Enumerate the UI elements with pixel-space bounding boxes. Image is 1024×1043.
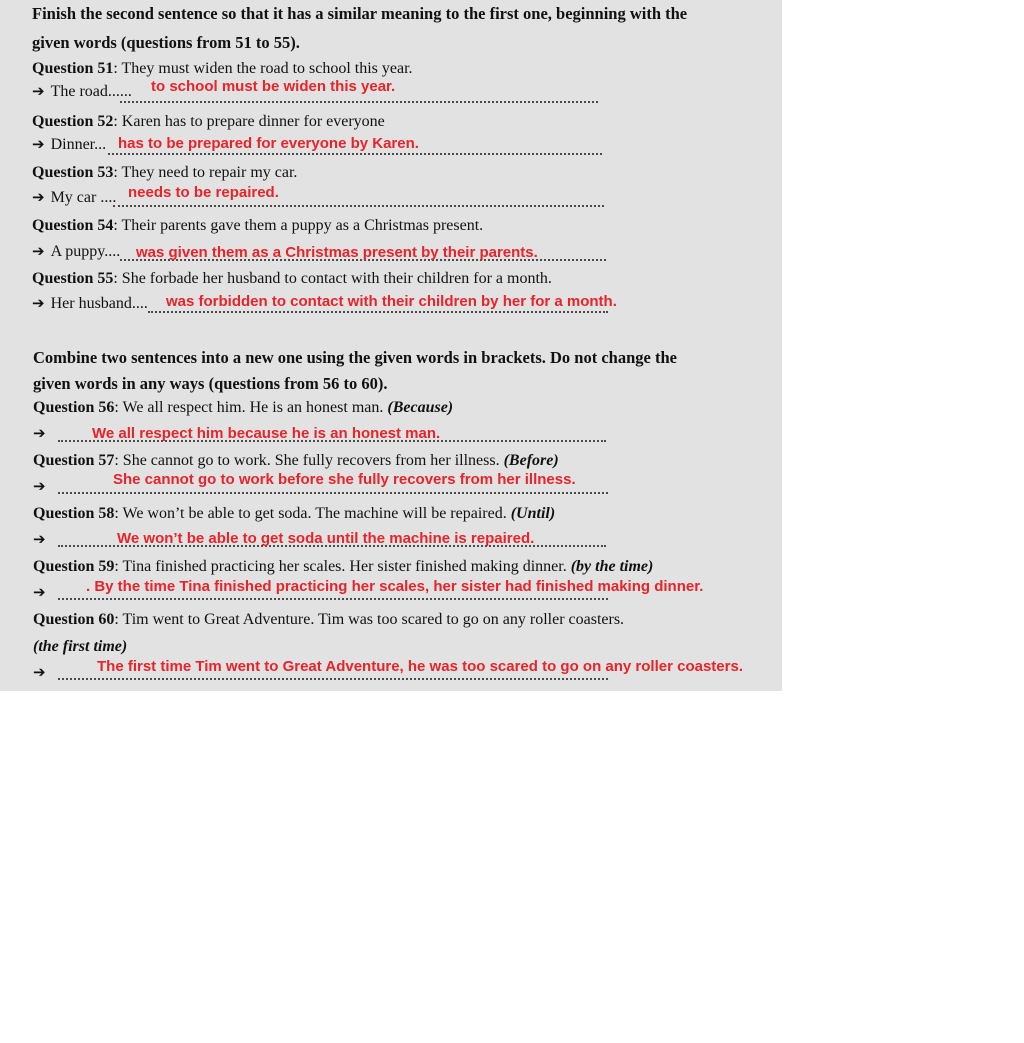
answer-line <box>58 598 608 600</box>
answer-line <box>108 153 602 155</box>
answer-prompt-58 <box>33 530 52 549</box>
question-54: Question 54: Their parents gave them a puppy as a Christmas present. <box>32 217 484 234</box>
question-53: Question 53: They need to repair my car. <box>32 164 298 181</box>
answer-prompt-51 <box>32 82 132 101</box>
answer-line <box>148 311 608 313</box>
handwritten-answer-60: The first time Tim went to Great Adventure, he was too scared to go on any roller coasters. <box>97 658 743 675</box>
handwritten-answer-55: was forbidden to contact with their children by her for a month. <box>166 293 617 310</box>
section1-instruction-line1: Finish the second sentence so that it has a similar meaning to the first one, beginning with the <box>32 4 688 23</box>
bracket-hint: (Before) <box>503 452 559 469</box>
answer-prompt-52: ➔ Dinner... <box>32 135 107 153</box>
question-56: Question 56: We all respect him. He is an honest man. (Because) <box>33 399 454 416</box>
question-58: Question 58: We won’t be able to get soda. The machine will be repaired. (Until) <box>33 505 556 522</box>
question-label: Question 51 <box>32 60 114 77</box>
answer-line <box>120 101 598 103</box>
arrow-right-icon: ➔ <box>32 82 45 100</box>
arrow-right-icon: ➔ <box>33 583 46 601</box>
arrow-right-icon: ➔ <box>32 242 45 260</box>
question-59: Question 59: Tina finished practicing her scales. Her sister finished making dinner. (by the time) <box>33 558 654 575</box>
bracket-hint: (Because) <box>387 399 454 416</box>
answer-starter: The road...... <box>50 83 132 100</box>
question-52: Question 52: Karen has to prepare dinner for everyone <box>32 113 385 130</box>
section2-instruction-line1: Combine two sentences into a new one using the given words in brackets. Do not change the <box>33 348 677 367</box>
answer-line <box>113 205 604 207</box>
handwritten-answer-53: needs to be repaired. <box>128 184 279 201</box>
arrow-right-icon: ➔ <box>32 294 45 312</box>
bracket-hint: (Until) <box>510 505 556 522</box>
handwritten-answer-54: was given them as a Christmas present by their parents. <box>136 244 538 261</box>
question-57: Question 57: She cannot go to work. She fully recovers from her illness. (Before) <box>33 452 559 469</box>
answer-prompt-53: ➔ My car .... <box>32 188 117 206</box>
answer-line <box>58 678 608 680</box>
answer-prompt-55: ➔ Her husband.... <box>32 294 148 312</box>
question-text: : They must widen the road to school this year. <box>113 60 413 77</box>
handwritten-answer-57: She cannot go to work before she fully recovers from her illness. <box>113 471 576 488</box>
section2-instruction-line2: given words in any ways (questions from 56 to 60). <box>33 374 388 393</box>
bracket-hint: (by the time) <box>570 558 654 575</box>
handwritten-answer-58: We won’t be able to get soda until the machine is repaired. <box>117 530 535 547</box>
question-55: Question 55: She forbade her husband to contact with their children for a month. <box>32 270 552 287</box>
handwritten-answer-59: . By the time Tina finished practicing her scales, her sister had finished making dinner. <box>86 578 704 595</box>
arrow-right-icon: ➔ <box>32 188 45 206</box>
arrow-right-icon: ➔ <box>33 530 46 548</box>
handwritten-answer-51: to school must be widen this year. <box>151 78 396 95</box>
handwritten-answer-52: has to be prepared for everyone by Karen. <box>118 135 419 152</box>
answer-prompt-57 <box>33 477 52 496</box>
section1-instruction-line2: given words (questions from 51 to 55). <box>32 33 300 52</box>
arrow-right-icon: ➔ <box>33 477 46 495</box>
arrow-right-icon: ➔ <box>33 424 46 442</box>
handwritten-answer-56: We all respect him because he is an honest man. <box>92 425 441 442</box>
answer-prompt-56 <box>33 424 52 443</box>
arrow-right-icon: ➔ <box>33 663 46 681</box>
question-51 <box>32 60 413 78</box>
answer-prompt-54: ➔ A puppy.... <box>32 242 121 260</box>
question-60: Question 60: Tim went to Great Adventure. Tim was too scared to go on any roller coasters. <box>33 611 625 628</box>
arrow-right-icon: ➔ <box>32 135 45 153</box>
bracket-hint: (the first time) <box>33 638 128 655</box>
answer-line <box>58 492 608 494</box>
answer-prompt-60 <box>33 663 52 682</box>
answer-prompt-59 <box>33 583 52 602</box>
